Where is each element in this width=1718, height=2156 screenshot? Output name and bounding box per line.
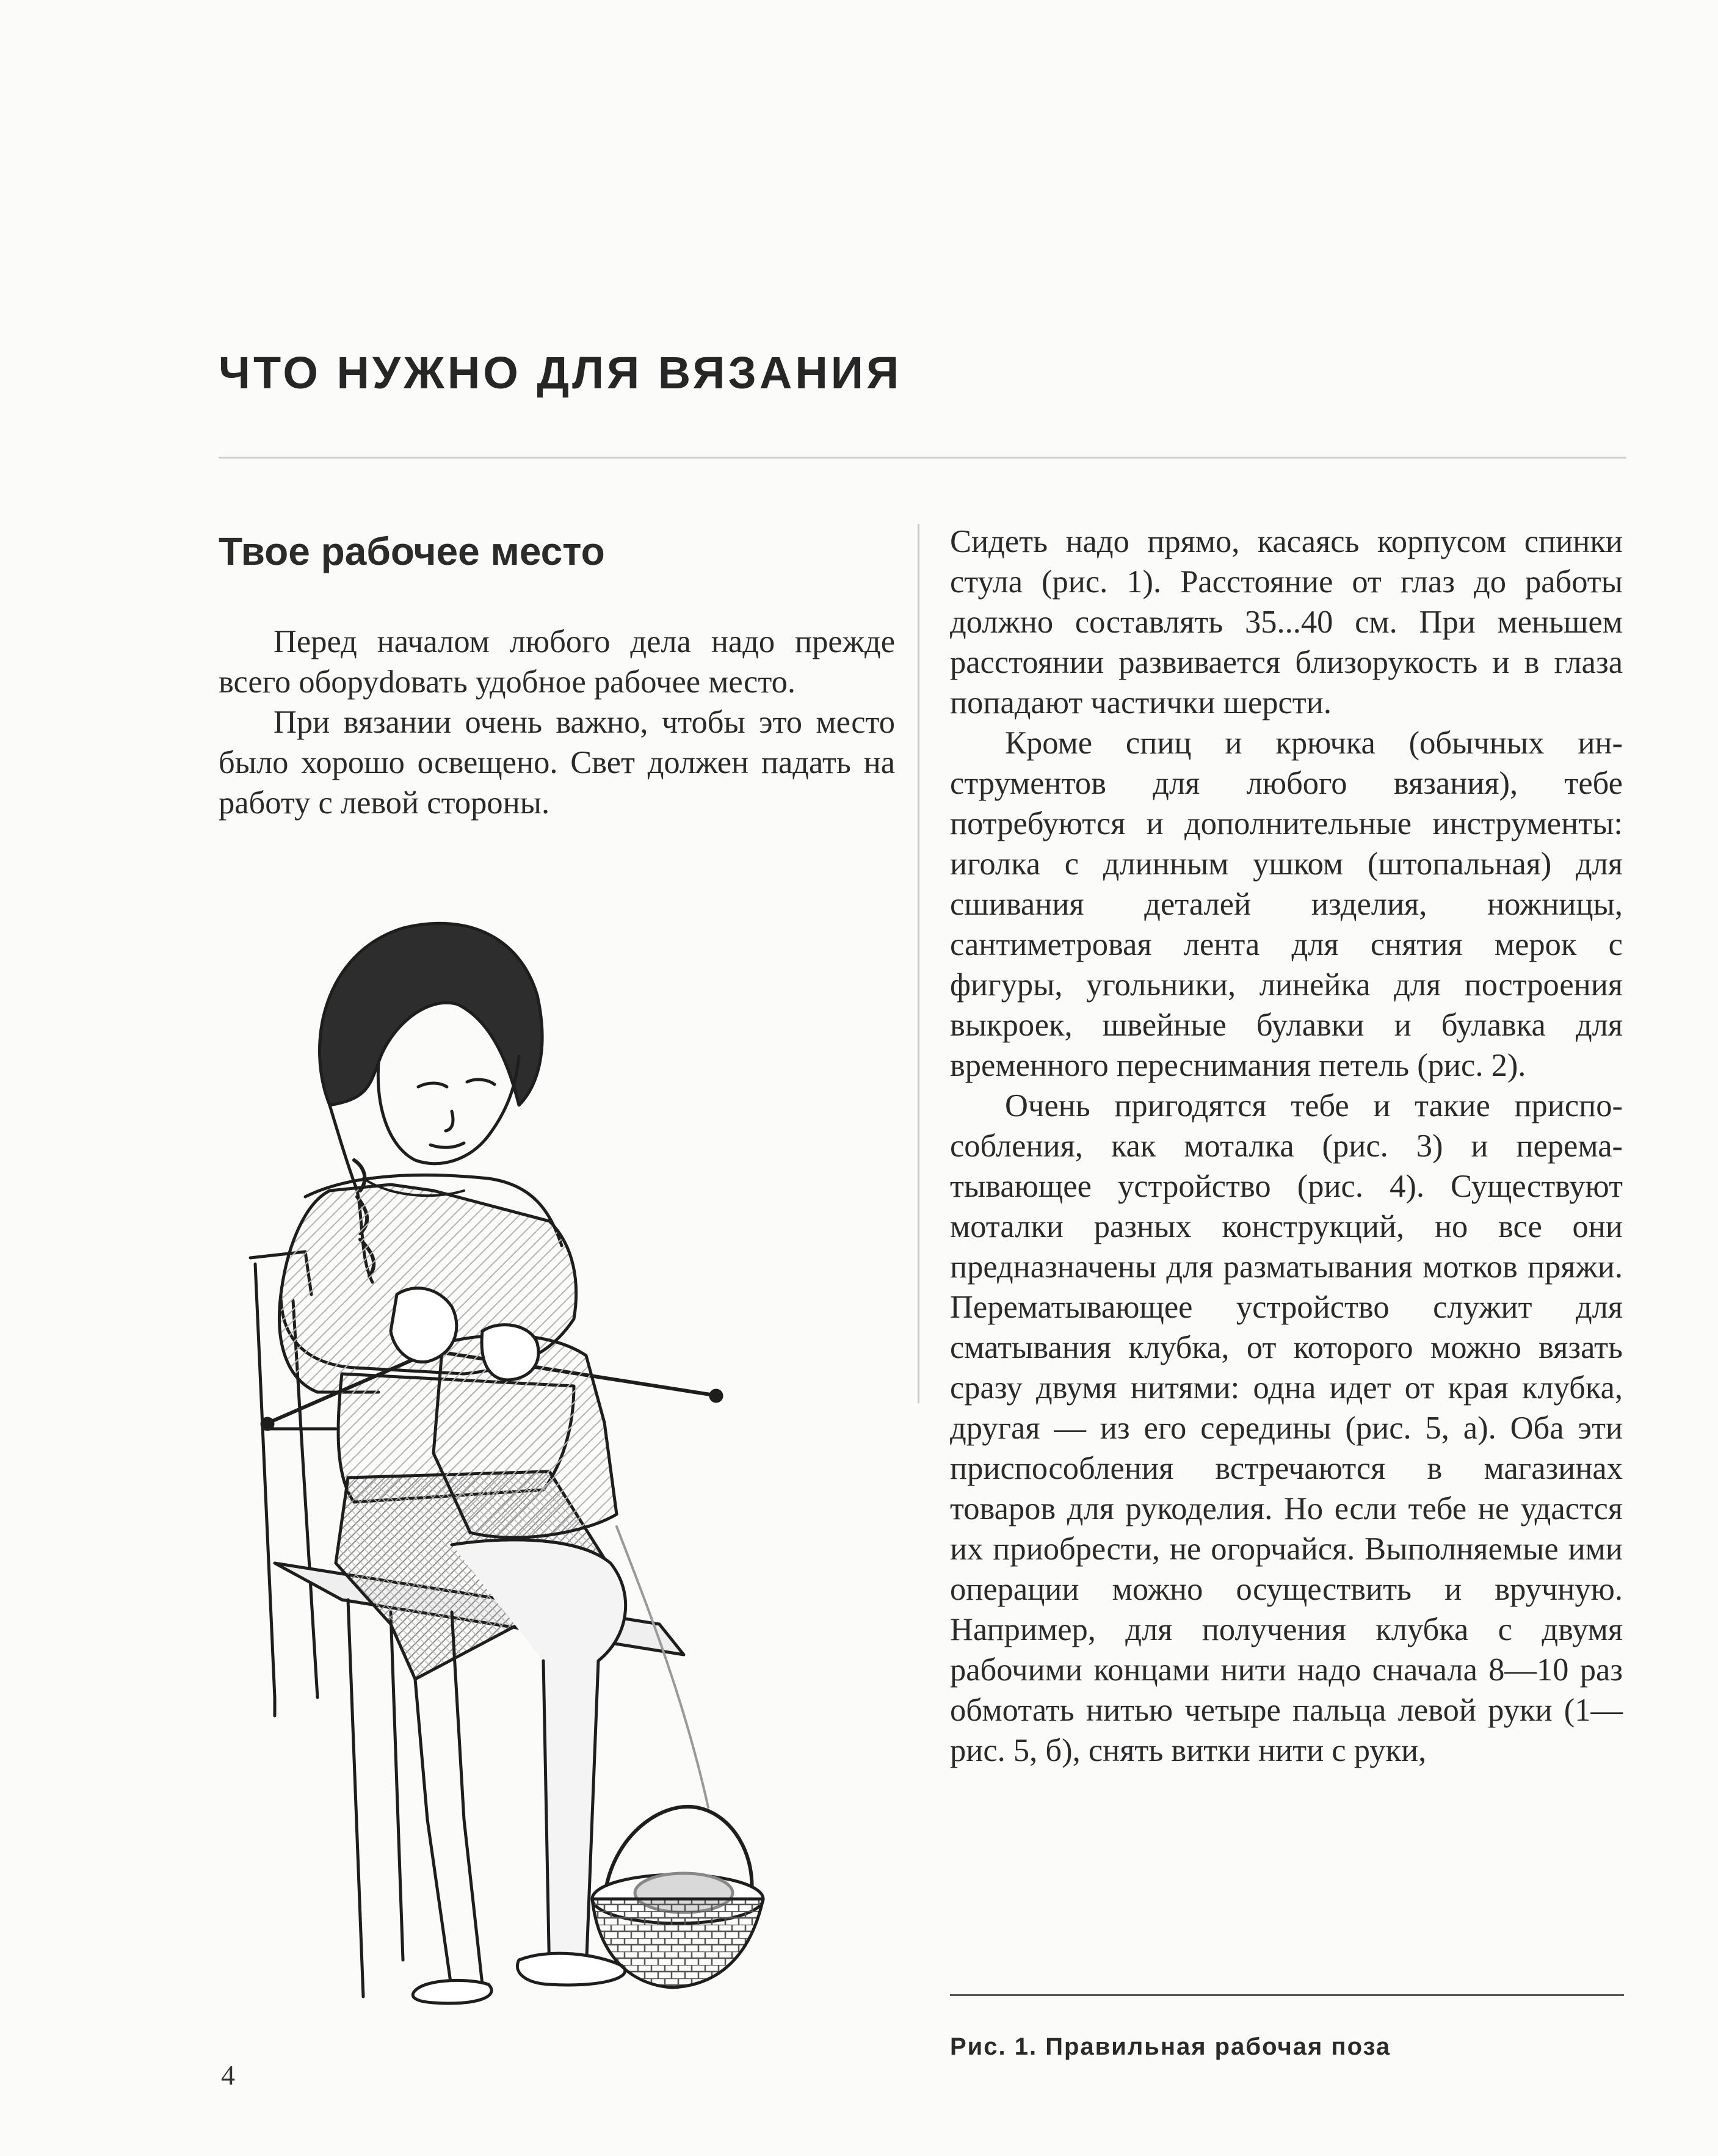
left-column xyxy=(219,622,895,823)
column-divider xyxy=(918,524,919,1403)
left-paragraph: Перед началом любого дела надо прежде всего оборуdовать удобное рабочее место. xyxy=(219,624,895,700)
left-paragraph: При вязании очень важно, чтобы это место было хорошо освещено. Свет должен падать на работу с левой стороны. xyxy=(219,705,895,821)
right-paragraph: Сидеть надо прямо, касаясь корпусом спинки стула (рис. 1). Расстояние от глаз до работы должно составлять 35...40 см. При меньшем расстоянии развивается близорукость и в глаза попадают частички шерсти. xyxy=(950,524,1623,720)
page-number: 4 xyxy=(221,2060,235,2091)
right-paragraph: Кроме спиц и крючка (обычных инструментов для любого вязания), тебе потребуются и дополнительные инструменты: иголка с длинным ушком (штопальная) для сшивания деталей изделия, ножницы, сантиметровая лента для снятия мерок с фигуры, угольники, линейка для построения выкроек, швейные булавки и булавка для временного переснимания петель (рис. 2). xyxy=(950,725,1623,1083)
right-column xyxy=(950,521,1623,1771)
caption-divider xyxy=(950,1994,1624,1996)
right-paragraph: Очень пригодятся тебе и такие приспособления, как моталка (рис. 3) и перематывающее устройство (рис. 4). Существуют моталки разных конструкций, но все они предназначены для разматывания мотков пряжи. Перематывающее устройство служит для сматывания клубка, от которого можно вязать сразу двумя нитями: одна идет от края клубка, другая — из его середины (рис. 5, а). Оба эти приспособления встречаются в магазинах товаров для рукоделия. Но если тебе не удастся их приобрести, не огорчайся. Выполняемые ими операции можно осуществить и вручную. Например, для получения клубка с двумя рабочими концами нити надо сначала 8—10 раз обмотать нитью четыре пальца левой руки (1— рис. 5, б), снять витки нити с руки, xyxy=(950,1088,1623,1768)
knitting-girl-illustration xyxy=(232,904,806,2009)
title-divider xyxy=(219,457,1626,459)
chapter-title: ЧТО НУЖНО ДЛЯ ВЯЗАНИЯ xyxy=(219,347,902,398)
section-heading: Твое рабочее место xyxy=(219,529,605,573)
figure-caption: Рис. 1. Правильная рабочая поза xyxy=(950,2033,1391,2060)
